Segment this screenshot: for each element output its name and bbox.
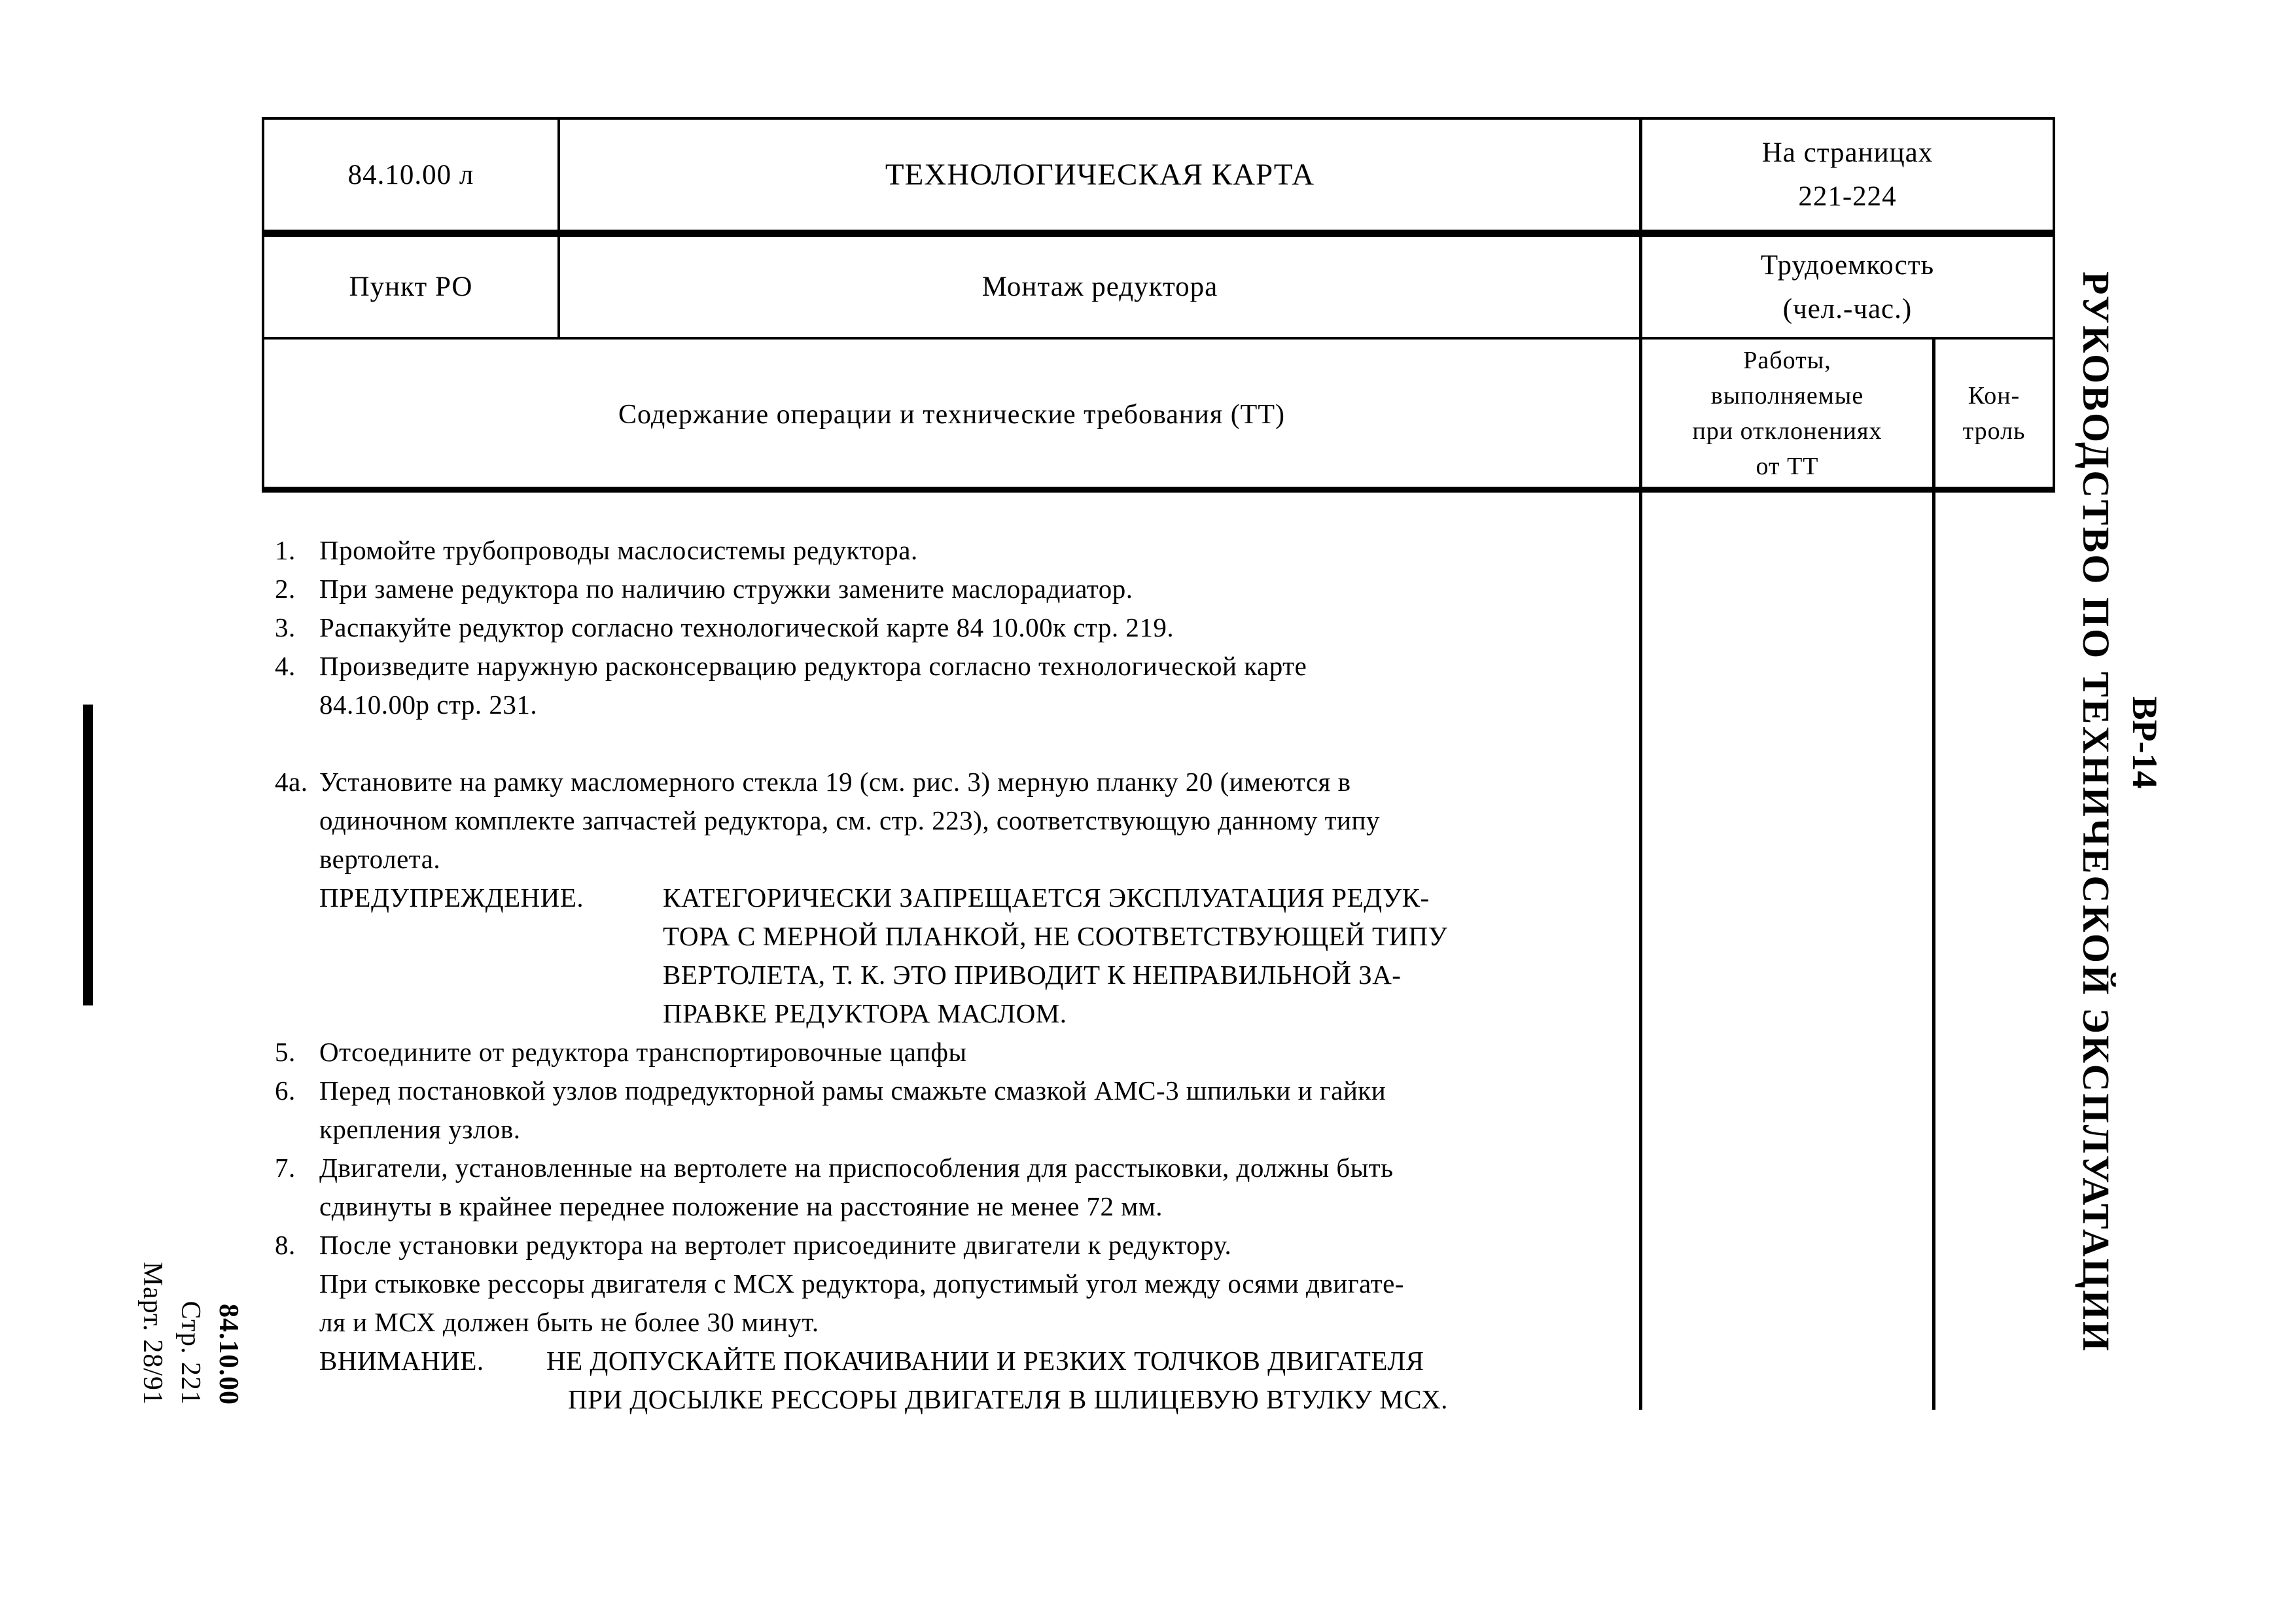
step-7-continuation: сдвинуты в крайнее переднее положение на расстояние не менее 72 мм. [319, 1191, 1163, 1221]
row1-bottom-border [262, 230, 2055, 237]
control-column-header [1935, 340, 2053, 487]
manual-title-vertical: РУКОВОДСТВО ПО ТЕХНИЧЕСКОЙ ЭКСПЛУАТАЦИИ [2075, 271, 2117, 1353]
warning-caution-line: ПРЕДУПРЕЖДЕНИЕ. КАТЕГОРИЧЕСКИ ЗАПРЕЩАЕТСЯ ЭКСПЛУАТАЦИЯ РЕДУК- [319, 882, 1430, 913]
warning-caution-line: ТОРА С МЕРНОЙ ПЛАНКОЙ, НЕ СООТВЕТСТВУЮЩЕЙ ТИПУ [663, 921, 1448, 951]
step-1: 1. Промойте трубопроводы маслосистемы редуктора. [275, 535, 918, 565]
deviation-line: Работы, [1743, 347, 1831, 374]
labor-units: (чел.-час.) [1782, 293, 1913, 324]
volume-code-vertical: ВР-14 [2125, 696, 2164, 789]
deviation-line: выполняемые [1710, 382, 1864, 410]
step-4: 4. Произведите наружную расконсервацию редуктора согласно технологической карте [275, 651, 1307, 681]
divider-deviation-control [1932, 337, 1935, 1410]
table-right-border [2053, 117, 2055, 493]
step-8-continuation: ля и МСХ должен быть не более 30 минут. [319, 1307, 819, 1337]
step-4-continuation: 84.10.00р стр. 231. [319, 689, 538, 720]
ro-item-cell: Пункт РО [349, 271, 473, 302]
step-4a-continuation: одиночном комплекте запчастей редуктора, см. стр. 223), соответствующую данному типу [319, 805, 1380, 835]
step-3: 3. Распакуйте редуктор согласно технологической карте 84 10.00к стр. 219. [275, 612, 1174, 642]
step-6-continuation: крепления узлов. [319, 1114, 521, 1144]
footer-page-number: Стр. 221 [175, 1300, 205, 1405]
row3-bottom-border [262, 487, 2055, 493]
step-8-continuation: При стыковке рессоры двигателя с МСХ редуктора, допустимый угол между осями двигате- [319, 1268, 1404, 1299]
operation-steps [275, 531, 1644, 1419]
card-title-cell: ТЕХНОЛОГИЧЕСКАЯ КАРТА [885, 158, 1315, 192]
footer-revision-date: Март. 28/91 [137, 1261, 168, 1405]
control-line: троль [1962, 417, 2026, 445]
attention-note-line: ВНИМАНИЕ. НЕ ДОПУСКАЙТЕ ПОКАЧИВАНИИ И РЕЗКИХ ТОЛЧКОВ ДВИГАТЕЛЯ [319, 1346, 1424, 1376]
step-8: 8. После установки редуктора на вертолет присоедините двигатели к редуктору. [275, 1230, 1232, 1260]
labor-label: Трудоемкость [1760, 249, 1935, 281]
labor-cell [1642, 237, 2053, 337]
divider-col1-col2 [557, 117, 560, 340]
doc-code-cell: 84.10.00 л [347, 159, 474, 190]
pages-label: На страницах [1761, 137, 1934, 168]
pages-cell [1642, 120, 2053, 230]
content-column-header: Содержание операции и технические требования (ТТ) [618, 399, 1285, 430]
step-5: 5. Отсоедините от редуктора транспортировочные цапфы [275, 1037, 967, 1067]
blank-line [275, 724, 1644, 763]
attention-note-line: ПРИ ДОСЫЛКЕ РЕССОРЫ ДВИГАТЕЛЯ В ШЛИЦЕВУЮ ВТУЛКУ МСХ. [568, 1384, 1448, 1414]
deviation-column-header [1642, 340, 1932, 487]
page-footer-vertical [130, 1222, 247, 1405]
control-line: Кон- [1968, 382, 2021, 410]
step-4a-continuation: вертолета. [319, 844, 441, 874]
deviation-line: при отклонениях [1692, 417, 1882, 445]
footer-section-code: 84.10.00 [213, 1304, 243, 1405]
warning-caution-line: ВЕРТОЛЕТА, Т. К. ЭТО ПРИВОДИТ К НЕПРАВИЛЬНОЙ ЗА- [663, 960, 1402, 990]
step-7: 7. Двигатели, установленные на вертолете на приспособления для расстыковки, должны быть [275, 1153, 1394, 1183]
step-4a: 4а. Установите на рамку масломерного стекла 19 (см. рис. 3) мерную планку 20 (имеются в [275, 767, 1351, 797]
pages-range: 221-224 [1798, 181, 1897, 212]
step-6: 6. Перед постановкой узлов подредукторной рамы смажьте смазкой АМС-3 шпильки и гайки [275, 1075, 1386, 1106]
warning-caution-line: ПРАВКЕ РЕДУКТОРА МАСЛОМ. [663, 998, 1067, 1028]
operation-title-cell: Монтаж редуктора [981, 271, 1218, 302]
step-2: 2. При замене редуктора по наличию стружки замените маслорадиатор. [275, 574, 1133, 604]
revision-change-bar [83, 705, 93, 1005]
deviation-line: от ТТ [1756, 453, 1819, 480]
